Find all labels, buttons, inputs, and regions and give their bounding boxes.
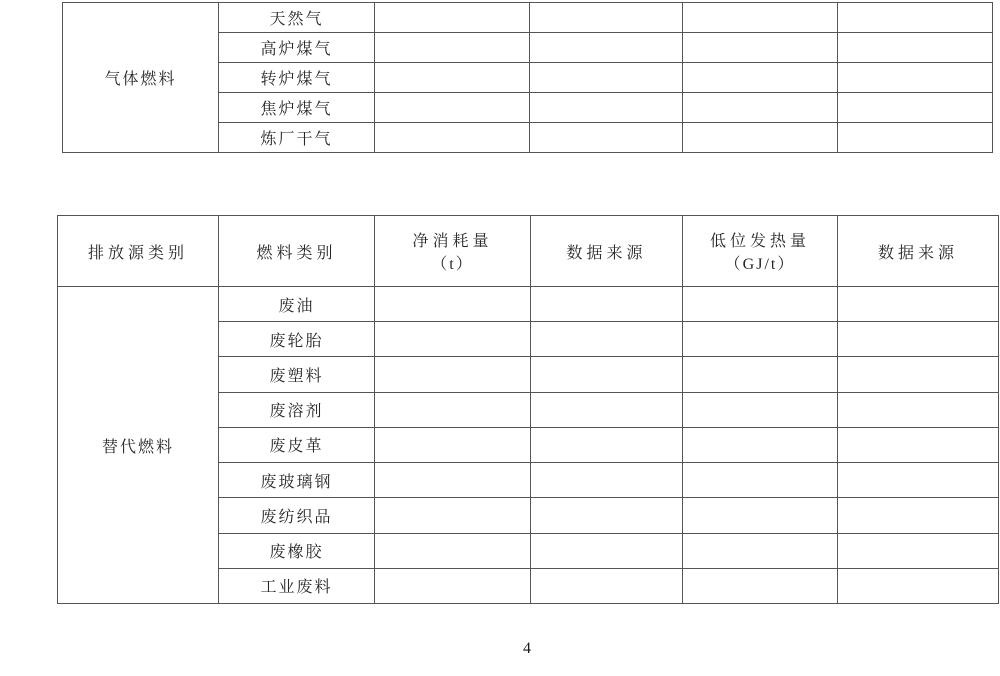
net-consumption-cell [375, 533, 531, 568]
data-source-cell [838, 533, 999, 568]
data-source-cell [531, 322, 683, 357]
fuel-name-cell: 废轮胎 [219, 322, 375, 357]
fuel-name-cell: 高炉煤气 [219, 33, 375, 63]
fuel-name-cell: 废橡胶 [219, 533, 375, 568]
data-source-cell [838, 498, 999, 533]
data-source-cell [531, 463, 683, 498]
data-source-cell [530, 63, 683, 93]
data-source-cell [838, 322, 999, 357]
heating-value-cell [683, 123, 838, 153]
data-source-cell [531, 287, 683, 322]
data-source-cell [838, 568, 999, 603]
net-consumption-cell [375, 63, 530, 93]
header-line: 排放源类别 [87, 244, 188, 262]
fuel-name-cell: 废油 [219, 287, 375, 322]
data-source-cell [530, 93, 683, 123]
heating-value-cell [683, 93, 838, 123]
net-consumption-cell [375, 93, 530, 123]
net-consumption-cell [375, 568, 531, 603]
data-source-cell [531, 427, 683, 462]
header-data-source [531, 216, 683, 287]
heating-value-cell [683, 498, 838, 533]
fuel-name-cell: 焦炉煤气 [219, 93, 375, 123]
heating-value-cell [683, 568, 838, 603]
fuel-name-cell: 炼厂干气 [219, 123, 375, 153]
net-consumption-cell [375, 123, 530, 153]
heating-value-cell [683, 322, 838, 357]
fuel-name-cell: 废纺织品 [219, 498, 375, 533]
heating-value-cell [683, 392, 838, 427]
data-source-cell [838, 427, 999, 462]
heating-value-cell [683, 463, 838, 498]
net-consumption-cell [375, 3, 530, 33]
gas-fuel-table [62, 2, 993, 153]
fuel-name-cell: 废溶剂 [219, 392, 375, 427]
header-line: 数据来源 [877, 244, 958, 262]
header-line: 数据来源 [566, 244, 647, 262]
data-source-cell [838, 357, 999, 392]
table-header-row [58, 216, 999, 287]
data-source-cell [530, 33, 683, 63]
fuel-name-cell: 废皮革 [219, 427, 375, 462]
fuel-name-cell: 转炉煤气 [219, 63, 375, 93]
data-source-cell [531, 392, 683, 427]
header-low-heating-value [683, 216, 838, 287]
heating-value-cell [683, 63, 838, 93]
net-consumption-cell [375, 357, 531, 392]
data-source-cell [838, 287, 999, 322]
net-consumption-cell [375, 498, 531, 533]
fuel-name-cell: 天然气 [219, 3, 375, 33]
heating-value-cell [683, 357, 838, 392]
data-source-cell [531, 357, 683, 392]
data-source-cell [838, 33, 993, 63]
data-source-cell [838, 392, 999, 427]
data-source-cell [530, 3, 683, 33]
net-consumption-cell [375, 392, 531, 427]
alternative-fuel-table [57, 215, 999, 604]
net-consumption-cell [375, 463, 531, 498]
header-line: 燃料类别 [256, 244, 337, 262]
fuel-category-cell: 替代燃料 [58, 287, 219, 604]
data-source-cell [838, 123, 993, 153]
header-data-source [838, 216, 999, 287]
data-source-cell [531, 568, 683, 603]
header-line: （GJ/t） [724, 256, 796, 273]
fuel-name-cell: 工业废料 [219, 568, 375, 603]
net-consumption-cell [375, 427, 531, 462]
data-source-cell [531, 533, 683, 568]
table-row [58, 287, 999, 322]
data-source-cell [530, 123, 683, 153]
fuel-category-cell: 气体燃料 [63, 3, 219, 153]
data-source-cell [531, 498, 683, 533]
data-source-cell [838, 3, 993, 33]
header-fuel-category [219, 216, 375, 287]
heating-value-cell [683, 427, 838, 462]
data-source-cell [838, 63, 993, 93]
fuel-name-cell: 废玻璃钢 [219, 463, 375, 498]
page-number: 4 [523, 640, 531, 657]
header-line: （t） [431, 256, 474, 273]
net-consumption-cell [375, 287, 531, 322]
header-line: 净消耗量 [412, 233, 493, 250]
fuel-name-cell: 废塑料 [219, 357, 375, 392]
header-net-consumption [375, 216, 531, 287]
heating-value-cell [683, 33, 838, 63]
net-consumption-cell [375, 33, 530, 63]
heating-value-cell [683, 3, 838, 33]
data-source-cell [838, 463, 999, 498]
table-row [63, 3, 993, 33]
header-emission-source-category [58, 216, 219, 287]
data-source-cell [838, 93, 993, 123]
net-consumption-cell [375, 322, 531, 357]
heating-value-cell [683, 287, 838, 322]
heating-value-cell [683, 533, 838, 568]
header-line: 低位发热量 [709, 233, 810, 250]
